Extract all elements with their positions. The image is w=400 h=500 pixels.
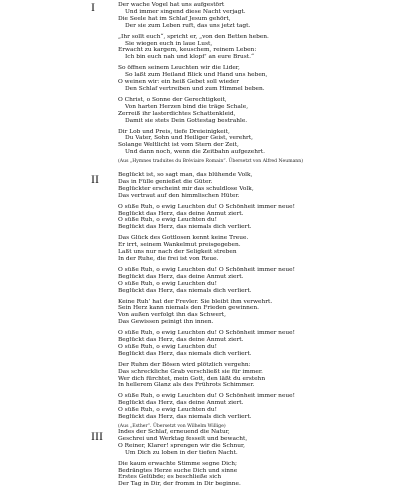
stanza	[118, 204, 398, 232]
verse-line: Das vertraut auf den himmlischen Hüter.	[118, 192, 240, 199]
verse-line: Von außen verfolgt ihn das Schwert,	[118, 312, 226, 319]
verse-line: Die Seele hat im Schlaf Jesum gehört,	[118, 15, 231, 22]
poem-section-3	[118, 429, 398, 492]
verse-line: Zerreiß ihr lasterdichtes Schattenkleid,	[118, 110, 236, 117]
roman-numeral-3: III	[91, 429, 103, 443]
stanza	[118, 299, 398, 327]
verse-line: O weinen wir: ein heiß Gebet soll wieder	[118, 79, 240, 86]
verse-line: Dir Lob und Preis, tiefe Dreieinigkeit,	[118, 128, 230, 135]
verse-line: Das in Fülle genießet die Güter.	[118, 178, 213, 185]
stanza	[118, 330, 398, 358]
stanza	[118, 429, 398, 457]
stanza	[118, 267, 398, 295]
verse-line: So öffnen seinem Leuchten wir die Lider,	[118, 65, 240, 72]
verse-line: O Reiner, Klarer! sprengen wir die Schnur,	[118, 442, 246, 449]
verse-line: O süße Ruh, o ewig Leuchten du!	[118, 407, 217, 414]
verse-line: Erstes Gelübde; es beschließe sich	[118, 474, 222, 481]
verse-line: Die kaum erwachte Stimme segne Dich;	[118, 460, 237, 467]
verse-line: Das Gewissen peinigt ihn innen.	[118, 319, 214, 326]
verse-line: Beglückt ist, so sagt man, das blühende Volk,	[118, 172, 253, 178]
verse-line: Keine Ruh’ hat der Frevler. Sie bleibt ihm verwehrt.	[118, 298, 273, 305]
stanza	[118, 2, 398, 30]
verse-line: O süße Ruh, o ewig Leuchten du!	[118, 280, 217, 287]
verse-line: Sein Herz kann niemals den Frieden gewinnen.	[118, 305, 259, 312]
stanza	[118, 34, 398, 62]
verse-line: Der Ruhm der Bösen wird plötzlich vergehn:	[118, 361, 251, 368]
verse-line: Er irrt, seinem Wankelmut preisgegeben.	[118, 242, 241, 249]
stanza	[118, 362, 398, 390]
verse-line: O süße Ruh, o ewig Leuchten du! O Schönheit immer neue!	[118, 203, 295, 210]
verse-line: Und dann noch, wenn die Zeitbahn aufgezehrt.	[125, 149, 265, 156]
roman-numeral-2: II	[91, 172, 99, 186]
verse-line: „Ihr sollt euch“, spricht er, „von den Betten heben.	[118, 33, 269, 40]
verse-line: Erwacht zu kargem, keuschem, reinem Leben:	[118, 47, 257, 54]
source-citation: (Aus „Esther“. Übersetzt von Wilhelm Willige)	[118, 424, 226, 429]
verse-line: Beglückt das Herz, das deine Anmut ziert.	[118, 273, 244, 280]
verse-line: Um Dich zu loben in der tiefen Nacht.	[125, 449, 238, 456]
verse-line: Geschrei und Werktag fesselt und bewacht,	[118, 435, 248, 442]
verse-line: Das Glück des Gottlosen kennt keine Treue.	[118, 235, 249, 242]
verse-line: Beglückter erscheint mir das schuldlose Volk,	[118, 185, 254, 192]
verse-line: O süße Ruh, o ewig Leuchten du! O Schönheit immer neue!	[118, 266, 295, 273]
stanza	[118, 235, 398, 263]
stanza	[118, 97, 398, 125]
verse-line: Der wache Vogel hat uns aufgestört	[118, 2, 225, 8]
source-citation: (Aus „Hymnes traduites du Bréviaire Romain“. Übersetzt von Alfred Neumann)	[118, 159, 304, 165]
verse-line: Der Tag in Dir, der fromm in Dir beginne.	[118, 481, 241, 488]
verse-line: Beglückt das Herz, das deine Anmut ziert.	[118, 210, 244, 217]
verse-line: Du Vater, Sohn und Heiliger Geist, verehrt,	[125, 135, 254, 142]
verse-line: Beglückt das Herz, das niemals dich verliert.	[118, 287, 252, 294]
verse-line: Das schreckliche Grab verschließt sie für immer.	[118, 368, 263, 375]
verse-line: O süße Ruh, o ewig Leuchten du! O Schönheit immer neue!	[118, 330, 295, 337]
verse-line: So laßt zum Heiland Blick und Hand uns heben,	[125, 72, 268, 79]
poem-section-1	[118, 2, 398, 165]
verse-line: Damit sie stets Dein Gottestag bestrahle.	[125, 117, 248, 124]
verse-line: Beglückt das Herz, das deine Anmut ziert.	[118, 337, 244, 344]
verse-line: O süße Ruh, o ewig Leuchten du!	[118, 217, 217, 224]
verse-line: Ich bin euch nah und klopf’ an eure Brust.“	[125, 54, 255, 61]
stanza	[118, 129, 398, 157]
verse-line: O süße Ruh, o ewig Leuchten du!	[118, 343, 217, 350]
verse-line: Sie wiegen euch in laue Lust,	[125, 40, 213, 47]
verse-line: Beglückt das Herz, das niemals dich verliert.	[118, 224, 252, 231]
verse-line: In hellerem Glanz als des Frührots Schimmer.	[118, 382, 255, 389]
poem-section-2	[118, 172, 398, 430]
stanza	[118, 65, 398, 93]
verse-line: Bedrängtes Herze suche Dich und sinne	[118, 467, 238, 474]
verse-line: Laßt uns nur nach der Seligkeit streben	[118, 249, 237, 256]
verse-line: Den Schlaf vertreiben und zum Himmel beben.	[125, 85, 265, 92]
verse-line: Indes der Schlaf, erneuend die Natur,	[118, 429, 230, 435]
verse-line: Der sie zum Leben ruft, das uns jetzt tagt.	[125, 22, 251, 29]
verse-line: Beglückt das Herz, das deine Anmut ziert.	[118, 400, 244, 407]
stanza	[118, 393, 398, 421]
roman-numeral-1: I	[91, 0, 95, 14]
verse-line: In der Ruhe, die frei ist von Reue.	[118, 255, 219, 262]
verse-line: O süße Ruh, o ewig Leuchten du! O Schönheit immer neue!	[118, 393, 295, 400]
verse-line: Wer dich fürchtet, mein Gott, den läßt du erstehn	[118, 375, 266, 382]
verse-line: O Christ, o Sonne der Gerechtigkeit,	[118, 96, 227, 103]
stanza	[118, 172, 398, 200]
verse-line: Beglückt das Herz, das niemals dich verliert.	[118, 414, 252, 421]
verse-line: Beglückt das Herz, das niemals dich verliert.	[118, 350, 252, 357]
verse-line: Solange Weltlicht ist vom Stern der Zeit,	[118, 142, 239, 149]
stanza	[118, 461, 398, 489]
verse-line: Von harten Herzen bind die träge Schale,	[125, 103, 249, 110]
verse-line: Und immer singend diese Nacht verjagt.	[125, 8, 246, 15]
